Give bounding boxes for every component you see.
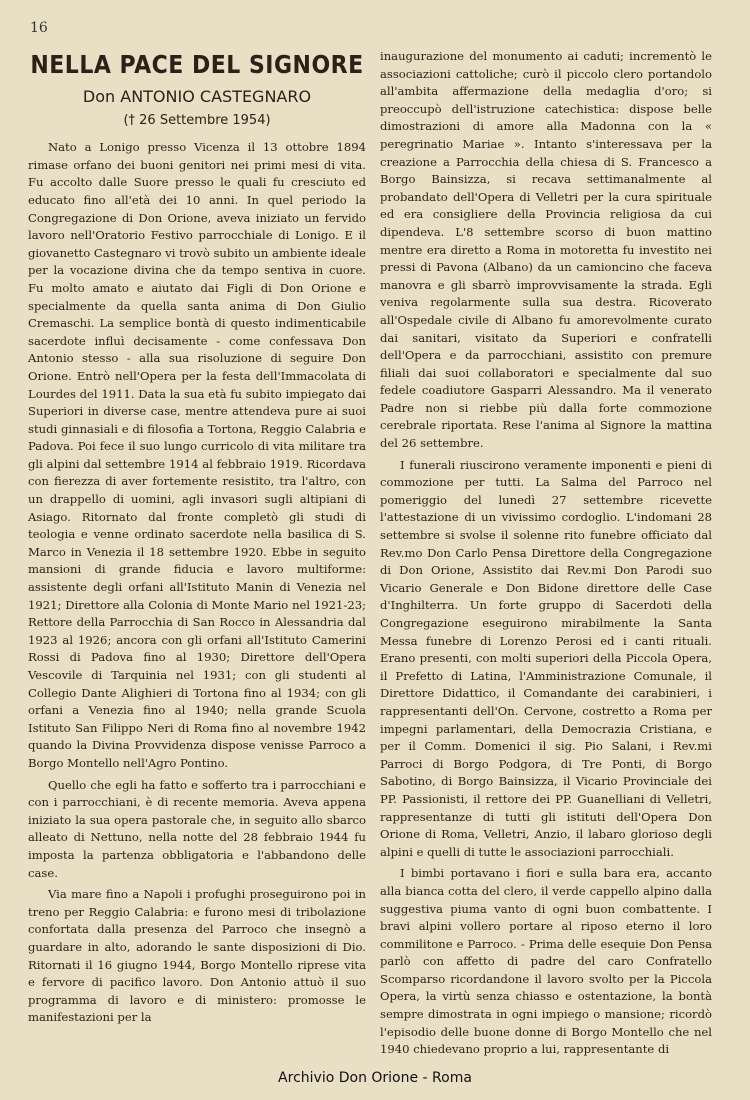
death-date: († 26 Settembre 1954) bbox=[123, 112, 271, 128]
page-number: 16 bbox=[30, 20, 48, 36]
paragraph: I bimbi portavano i fiori e sulla bara era, accanto alla bianca cotta del clero, il verde cappello alpino dalla suggestiva piuma vanto di ogni buon combattente. I bravi alpini vollero portare al riposo eterno il loro commilitone e Parroco. - Prima delle esequie Don Pensa parlò con affetto di padre del caro Confratello Scomparso ricordandone il lavoro svolto per la Piccola Opera, la virtù senza chiasso e ostentazione, la bontà sempre dimostrata in ogni impiego o mansione; ricordò l'episodio delle buone donne di Borgo Montello che nel 1940 chiedevano proprio a lui, rappresentante di bbox=[380, 866, 712, 1057]
article-subtitle: Don ANTONIO CASTEGNARO bbox=[82, 87, 312, 106]
paragraph: Nato a Lonigo presso Vicenza il 13 ottobre 1894 rimase orfano dei buoni genitori nei primi mesi di vita. Fu accolto dalle Suore presso le quali fu cresciuto ed educato fino all'età dei 10 anni. In quel periodo la Congregazione di Don Orione, aveva iniziato un fervido lavoro nell'Oratorio Festivo parrocchiale di Lonigo. E il giovanetto Castegnaro vi trovò subito un ambiente ideale per la vocazione divina che da tempo sentiva in cuore. Fu molto amato e aiutato dai Figli di Don Orione e specialmente da quella santa anima di Don Giulio Cremaschi. La semplice bontà di questo indimenticabile sacerdote influì decisamente - come confessava Don Antonio stesso - alla sua risoluzione di seguire Don Orione. Entrò nell'Opera per la festa dell'Immacolata di Lourdes del 1911. Data la sua età fu subito impiegato dai Superiori in diverse case, mentre attendeva pure ai suoi studi ginnasiali e di filosofia a Tortona, Reggio Calabria e Padova. Poi fece il suo lungo curricolo di vita militare tra gli alpini dal settembre 1914 al febbraio 1919. Ricordava con fierezza di aver fortemente resistito, tra l'altro, con un drappello di uomini, agli invasori sugli altipiani di Asiago. Ritornato dal fronte completò gli studi di teologia e venne ordinato sacerdote nella basilica di S. Marco in Venezia il 18 settembre 1920. Ebbe in seguito mansioni di grande fiducia e lavoro multiforme: assistente degli orfani all'Istituto Manin di Venezia nel 1921; Direttore alla Colonia di Monte Mario nel 1921-23; Rettore della Parrocchia di San Rocco in Alessandria dal 1923 al 1926; ancora con gli orfani all'Istituto Camerini Rossi di Padova fino al 1930; Direttore dell'Opera Vescovile di Tarquinia nel 1931; con gli studenti al Collegio Dante Alighieri di Tortona fino al 1934; con gli orfani a Venezia fino al 1940; nella grande Scuola Istituto San Filippo Neri di Roma fino al novembre 1942 quando la Divina Provvidenza dispose venisse Parroco a Borgo Montello nell'Agro Pontino. bbox=[28, 140, 367, 770]
paragraph: inaugurazione del monumento ai caduti; incrementò le associazioni cattoliche; curò il piccolo clero portandolo all'ambita affermazione della medaglia d'oro; si preoccupò dell'istruzione catechistica: dispose belle dimostrazioni di amore alla Madonna con la « peregrinatio Mariae ». Intanto s'interessava per la creazione a Parrocchia della chiesa di S. Francesco a Borgo Bainsizza, si recava settimanalmente al probandato dell'Opera di Velletri per la cura spirituale ed era consigliere della Provincia religiosa da cui dipendeva. L'8 settembre scorso di buon mattino mentre era diretto a Roma in motoretta fu investito nei pressi di Pavona (Albano) da un camioncino che faceva manovra e gli sbarrò improvvisamente la strada. Egli veniva regolarmente sulla sua destra. Ricoverato all'Ospedale civile di Albano fu amorevolmente curato dai sanitari, visitato da Superiori e confratelli dell'Opera e da parrocchiani, assistito con premure filiali dai suoi collaboratori e specialmente dal suo fedele coadiutore Gasparri Alessandro. Ma il venerato Padre non si riebbe più dalla forte commozione cerebrale riportata. Rese l'anima al Signore la mattina del 26 settembre. bbox=[380, 49, 712, 451]
left-column bbox=[28, 48, 366, 1031]
paragraph: Via mare fino a Napoli i profughi proseguirono poi in treno per Reggio Calabria: e furono mesi di tribolazione confortata dalla presenza del Parroco che insegnò a guardare in alto, adorando le sante disposizioni di Dio. Ritornati il 16 giugno 1944, Borgo Montello riprese vita e fervore di pacifico lavoro. Don Antonio attuò il suo programma di lavoro e di ministero: promosse le manifestazioni per la bbox=[28, 887, 366, 1025]
article-title: NELLA PACE DEL SIGNORE bbox=[30, 51, 364, 80]
archive-footer: Archivio Don Orione - Roma bbox=[278, 1070, 472, 1086]
right-column bbox=[380, 48, 712, 1063]
paragraph: Quello che egli ha fatto e sofferto tra i parrocchiani e con i parrocchiani, è di recente memoria. Aveva appena iniziato la sua opera pastorale che, in seguito allo sbarco alleato di Nettuno, nella notte del 28 febbraio 1944 fu imposta la partenza obbligatoria e l'abbandono delle case. bbox=[28, 777, 366, 880]
paragraph: I funerali riuscirono veramente imponenti e pieni di commozione per tutti. La Salma del Parroco nel pomeriggio del lunedì 27 settembre ricevette l'attestazione di un vivissimo cordoglio. L'indomani 28 settembre si svolse il solenne rito funebre officiato dal Rev.mo Don Carlo Pensa Direttore della Congregazione di Don Orione, Assistito dai Rev.mi Don Parodi suo Vicario Generale e Don Bidone direttore delle Case d'Inghilterra. Un forte gruppo di Sacerdoti della Congregazione eseguirono mirabilmente la Santa Messa funebre di Lorenzo Perosi ed i canti rituali. Erano presenti, con molti superiori della Piccola Opera, il Prefetto di Latina, l'Amministrazione Comunale, il Direttore Didattico, il Comandante dei carabinieri, i rappresentanti dell'On. Cervone, costretto a Roma per impegni parlamentari, della Democrazia Cristiana, e per il Comm. Domenici il sig. Pio Salani, i Rev.mi Parroci di Borgo Podgora, di Tre Ponti, di Borgo Sabotino, di Borgo Bainsizza, il Vicario Provinciale dei PP. Passionisti, il rettore dei PP. Guanelliani di Velletri, rappresentanze di tutti gli istituti dell'Opera Don Orione di Roma, Velletri, Anzio, il labaro glorioso degli alpini e quelli di tutte le associazioni parrocchiali. bbox=[380, 457, 712, 859]
